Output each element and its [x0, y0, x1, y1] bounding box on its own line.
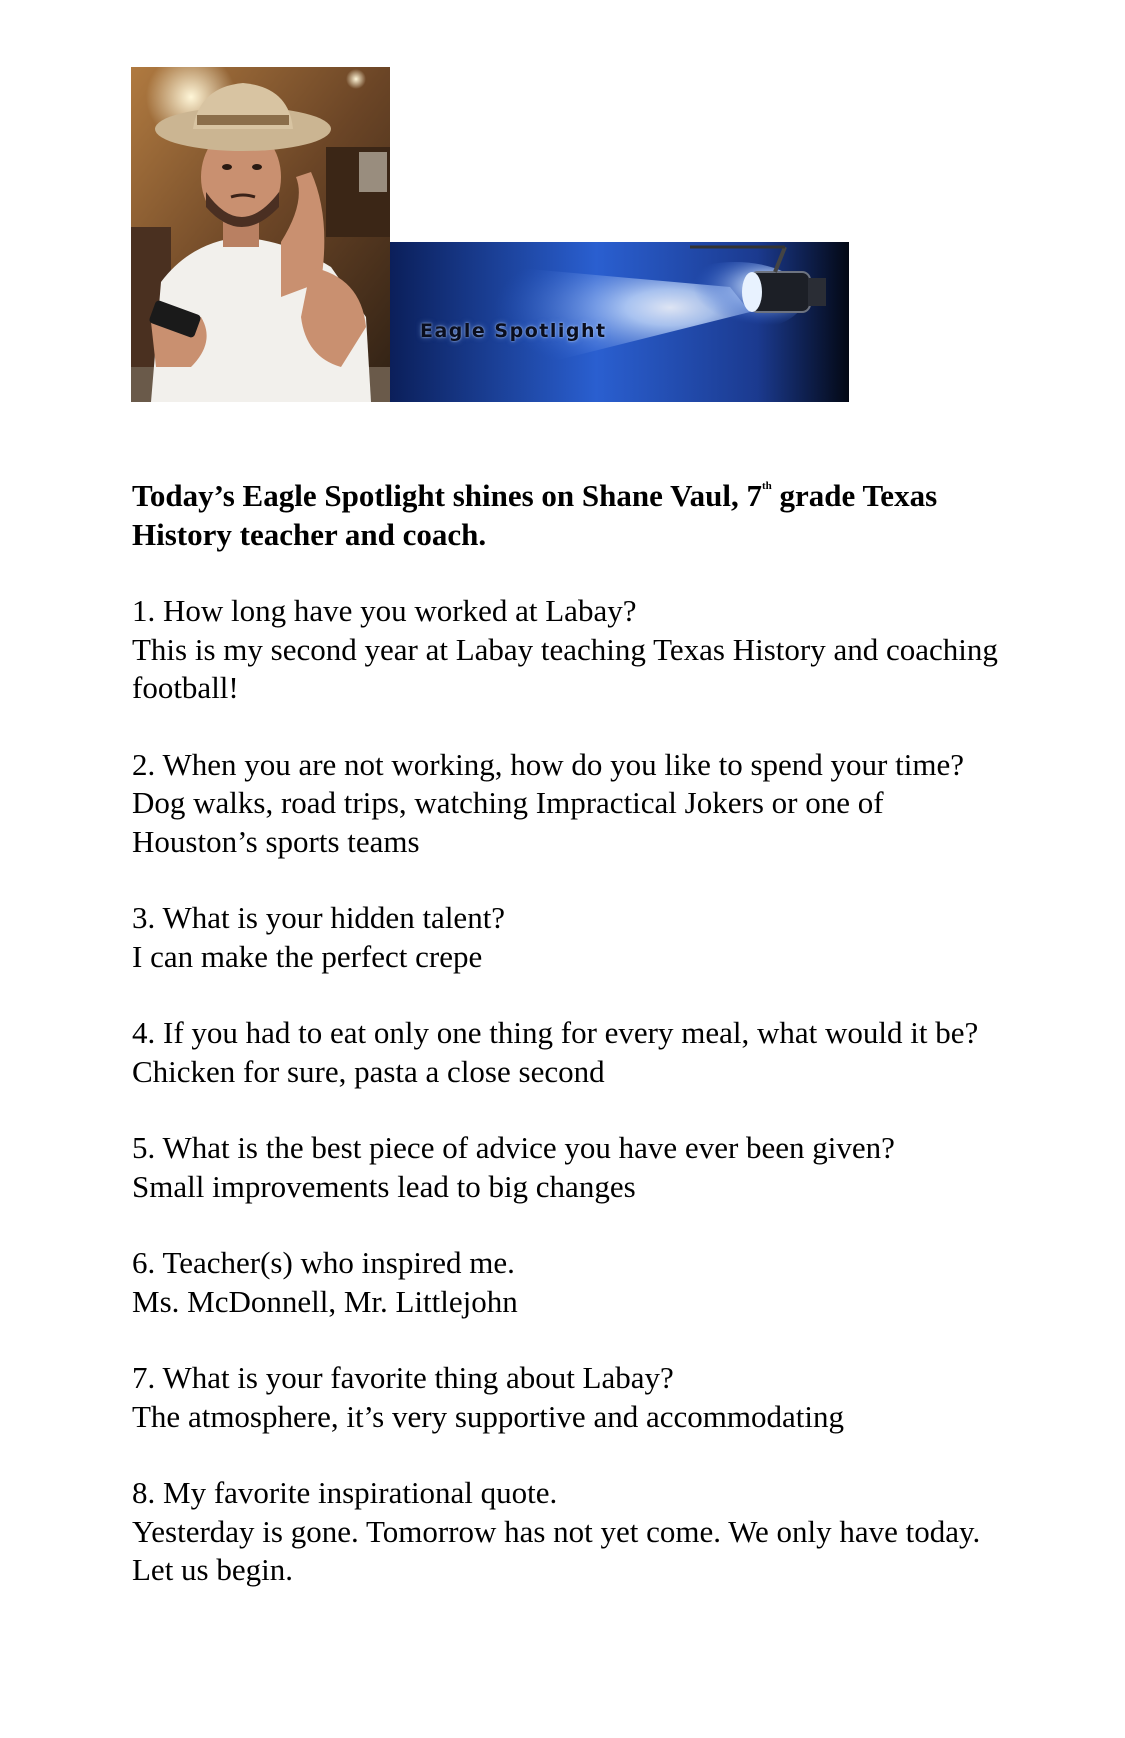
- qa-item: [132, 1474, 1002, 1590]
- intro-heading: [132, 476, 1002, 554]
- intro-text: Today’s Eagle Spotlight shines on Shane Vaul, 7: [132, 478, 762, 513]
- qa-item: [132, 1359, 1002, 1436]
- qa-item: [132, 1129, 1002, 1206]
- answer: The atmosphere, it’s very supportive and accommodating: [132, 1398, 844, 1434]
- answer: Yesterday is gone. Tomorrow has not yet come. We only have today. Let us begin.: [132, 1513, 981, 1587]
- qa-item: [132, 1244, 1002, 1321]
- answer: Small improvements lead to big changes: [132, 1168, 636, 1204]
- qa-item: [132, 1014, 1002, 1091]
- question: 8. My favorite inspirational quote.: [132, 1475, 558, 1510]
- spotlight-article: [132, 476, 1002, 1590]
- answer: Ms. McDonnell, Mr. Littlejohn: [132, 1283, 518, 1319]
- question: 5. What is the best piece of advice you have ever been given?: [132, 1130, 895, 1165]
- intro-text-end: grade Texas History teacher and coach.: [132, 478, 938, 552]
- question: 4. If you had to eat only one thing for every meal, what would it be?: [132, 1015, 979, 1050]
- qa-item: [132, 746, 1002, 862]
- qa-item: [132, 592, 1002, 708]
- question: 1. How long have you worked at Labay?: [132, 593, 637, 628]
- answer: Chicken for sure, pasta a close second: [132, 1053, 605, 1089]
- question: 6. Teacher(s) who inspired me.: [132, 1245, 515, 1280]
- answer: Dog walks, road trips, watching Impractical Jokers or one of Houston’s sports teams: [132, 785, 884, 859]
- question: 7. What is your favorite thing about Labay?: [132, 1360, 674, 1395]
- question: 2. When you are not working, how do you like to spend your time?: [132, 746, 964, 782]
- question: 3. What is your hidden talent?: [132, 900, 506, 935]
- ordinal-suffix: th: [762, 480, 772, 492]
- eagle-spotlight-banner: [390, 242, 849, 402]
- answer: This is my second year at Labay teaching Texas History and coaching football!: [132, 631, 998, 705]
- teacher-photo: [131, 67, 390, 402]
- qa-item: [132, 899, 1002, 976]
- banner-title: Eagle Spotlight: [420, 320, 607, 342]
- answer: I can make the perfect crepe: [132, 938, 483, 974]
